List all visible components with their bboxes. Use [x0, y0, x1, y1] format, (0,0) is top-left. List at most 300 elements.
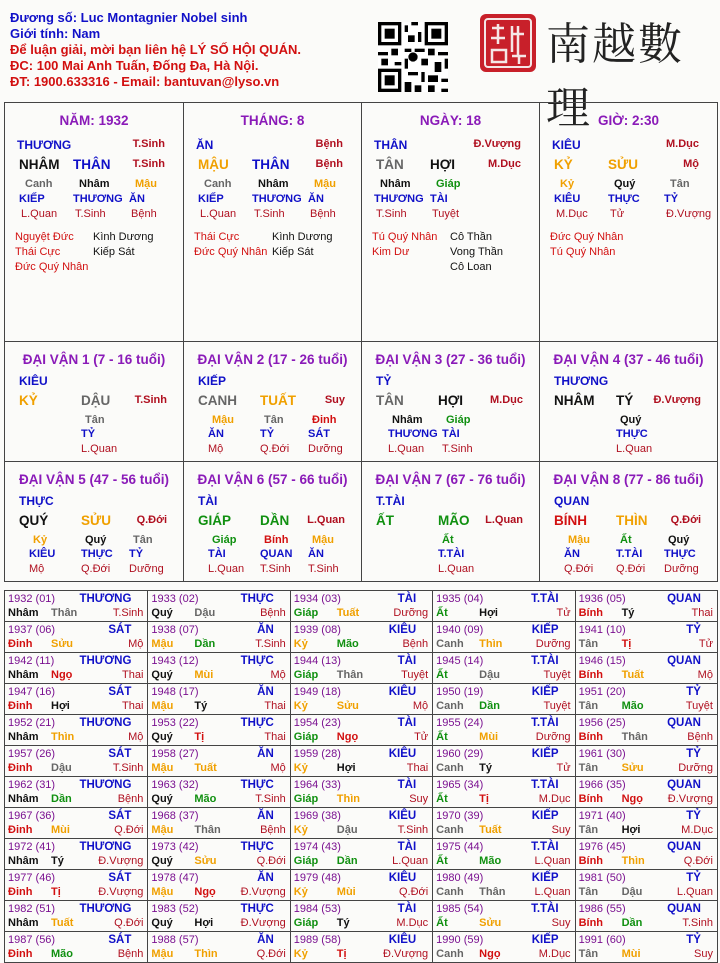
- year-stem: Bính: [578, 607, 604, 619]
- dai-van-chi: HỢI: [438, 393, 464, 408]
- year-thap-than: QUAN: [667, 903, 701, 915]
- hidden-thap-than: THỰC: [81, 548, 113, 560]
- year-stem: Quý: [151, 669, 173, 681]
- year-branch: Mão: [479, 855, 502, 867]
- annual-cell: [575, 591, 717, 621]
- year-stem: Tân: [578, 948, 599, 960]
- dai-van-cell: [5, 342, 183, 461]
- annual-cell: [147, 777, 289, 807]
- hidden-thap-than: THƯƠNG: [388, 428, 438, 440]
- year-label: 1949 (18): [293, 686, 341, 698]
- year-label: 1948 (17): [151, 686, 199, 698]
- year-label: 1959 (28): [293, 748, 341, 760]
- inauspicious-star: Kiếp Sát: [93, 246, 135, 258]
- year-stage: Mộ: [412, 700, 429, 712]
- hidden-stem: Kỷ: [33, 534, 48, 546]
- dai-van-stage: M.Dục: [490, 394, 523, 406]
- annual-cell: [5, 870, 147, 900]
- year-thap-than: ĂN: [257, 686, 274, 698]
- year-stage: Đ.Vượng: [240, 886, 286, 898]
- year-stage: T.Sinh: [397, 824, 429, 836]
- year-stage: T.Sinh: [682, 917, 713, 929]
- year-branch: Dần: [51, 793, 72, 805]
- pillar-thap-stage: M.Dục: [666, 138, 699, 150]
- year-label: 1960 (29): [436, 748, 484, 760]
- year-branch: Tý: [194, 700, 208, 712]
- dai-van-can: TÂN: [376, 393, 404, 408]
- hidden-stage: L.Quan: [21, 208, 58, 220]
- hidden-thap-than: KIÊU: [554, 193, 581, 205]
- annual-cell: [5, 839, 147, 869]
- hidden-stem: Canh: [204, 178, 232, 190]
- hidden-stage: Q.Đới: [616, 563, 646, 575]
- year-stem: Mậu: [151, 824, 174, 836]
- year-stage: M.Dục: [396, 917, 429, 929]
- pillar-title: THÁNG: 8: [240, 113, 305, 128]
- annual-cell: [290, 622, 432, 652]
- year-branch: Hợi: [479, 607, 498, 619]
- year-thap-than: KIẾP: [531, 686, 559, 698]
- year-stage: Tử: [414, 731, 429, 743]
- year-stage: Suy: [693, 948, 713, 960]
- year-label: 1975 (44): [436, 841, 484, 853]
- year-stem: Đinh: [8, 886, 33, 898]
- pillar-can: NHÂM: [19, 157, 60, 172]
- year-label: 1982 (51): [8, 903, 56, 915]
- hidden-thap-than: TỶ: [129, 548, 144, 560]
- year-branch: Tý: [51, 855, 64, 867]
- hidden-thap-than: ĂN: [208, 428, 224, 440]
- year-label: 1987 (56): [8, 934, 56, 946]
- year-stem: Tân: [578, 700, 599, 712]
- pillar-thap-than: THƯƠNG: [17, 138, 72, 152]
- annual-row: [5, 869, 717, 900]
- annual-cell: [5, 715, 147, 745]
- year-label: 1943 (12): [151, 655, 199, 667]
- year-stem: Kỷ: [293, 886, 308, 898]
- annual-cell: [147, 808, 289, 838]
- dai-van-title: ĐẠI VẬN 3 (27 - 36 tuổi): [375, 352, 526, 367]
- year-thap-than: TỶ: [686, 686, 701, 698]
- year-branch: Tuất: [479, 824, 502, 836]
- pillar-cell: [361, 103, 539, 341]
- annual-cell: [432, 870, 574, 900]
- annual-cell: [432, 653, 574, 683]
- year-stage: Tuyệt: [543, 700, 571, 712]
- year-label: 1981 (50): [578, 872, 626, 884]
- year-stem: Kỷ: [293, 762, 308, 774]
- year-stage: Dưỡng: [535, 731, 571, 743]
- pillar-thap-than: THÂN: [374, 138, 408, 152]
- header: [10, 10, 301, 90]
- year-branch: Thìn: [51, 731, 75, 743]
- hidden-stage: Q.Đới: [564, 563, 594, 575]
- annual-row: [5, 807, 717, 838]
- year-stem: Quý: [151, 793, 173, 805]
- year-stem: Bính: [578, 669, 604, 681]
- year-thap-than: ĂN: [257, 872, 274, 884]
- hidden-thap-than: TÀI: [442, 428, 460, 440]
- year-label: 1933 (02): [151, 593, 199, 605]
- year-branch: Thìn: [479, 638, 503, 650]
- hidden-stage: L.Quan: [81, 443, 118, 455]
- hidden-thap-than: THỰC: [616, 428, 648, 440]
- year-thap-than: QUAN: [667, 593, 701, 605]
- year-stem: Kỷ: [293, 638, 308, 650]
- year-label: 1961 (30): [578, 748, 626, 760]
- dai-van-chi: MÃO: [438, 513, 470, 528]
- hidden-stem: Quý: [614, 178, 636, 190]
- hidden-stage: L.Quan: [208, 563, 245, 575]
- year-label: 1938 (07): [151, 624, 199, 636]
- annual-cell: [5, 622, 147, 652]
- dai-van-can: KỶ: [19, 393, 38, 408]
- year-branch: Mùi: [479, 731, 499, 743]
- gender-label: Giới tính:: [10, 26, 69, 41]
- pillar-can: TÂN: [376, 157, 404, 172]
- dai-van-stage: Q.Đới: [136, 514, 167, 526]
- dai-van-stage: Suy: [324, 394, 345, 406]
- year-branch: Thân: [194, 824, 221, 836]
- year-stem: Đinh: [8, 700, 33, 712]
- year-branch: Thân: [621, 731, 648, 743]
- dai-van-can: BÍNH: [554, 513, 587, 528]
- year-label: 1958 (27): [151, 748, 199, 760]
- year-stem: Tân: [578, 886, 599, 898]
- year-branch: Tý: [336, 917, 350, 929]
- year-branch: Hợi: [336, 762, 356, 774]
- year-stage: Tuyệt: [685, 700, 713, 712]
- year-thap-than: KIẾP: [531, 624, 559, 636]
- annual-cell: [575, 932, 717, 962]
- dai-van-chi: THÌN: [616, 513, 648, 528]
- annual-row: [5, 900, 717, 931]
- hidden-stem: Ất: [620, 534, 632, 546]
- year-branch: Mùi: [194, 669, 214, 681]
- pillar-chi: HỢI: [430, 157, 456, 172]
- year-stage: Suy: [551, 824, 571, 836]
- year-thap-than: ĂN: [257, 624, 274, 636]
- year-label: 1950 (19): [436, 686, 484, 698]
- year-stem: Canh: [436, 700, 464, 712]
- hidden-stem: Quý: [668, 534, 690, 546]
- annual-luck-table: [4, 590, 718, 963]
- year-branch: Ngọ: [479, 948, 501, 960]
- year-label: 1971 (40): [578, 810, 626, 822]
- year-stage: Mộ: [128, 638, 144, 650]
- hidden-stage: Tuyệt: [432, 208, 460, 220]
- year-thap-than: KIÊU: [388, 872, 417, 884]
- year-branch: Mùi: [621, 948, 641, 960]
- annual-cell: [290, 653, 432, 683]
- year-branch: Dần: [336, 855, 358, 867]
- year-stage: M.Dục: [538, 948, 571, 960]
- year-stage: Mộ: [270, 669, 286, 681]
- year-stem: Giáp: [293, 855, 319, 867]
- year-branch: Hợi: [51, 700, 70, 712]
- year-branch: Dần: [479, 700, 500, 712]
- year-thap-than: TỶ: [686, 934, 701, 946]
- year-label: 1956 (25): [578, 717, 626, 729]
- year-branch: Thân: [479, 886, 506, 898]
- year-thap-than: TÀI: [397, 655, 417, 667]
- year-stem: Mậu: [151, 700, 174, 712]
- year-stage: Tử: [556, 607, 571, 619]
- hidden-stem: Mậu: [212, 414, 234, 426]
- year-label: 1967 (36): [8, 810, 56, 822]
- year-thap-than: THƯƠNG: [79, 779, 132, 791]
- annual-cell: [5, 932, 147, 962]
- dai-van-row-2: [5, 461, 717, 581]
- year-label: 1946 (15): [578, 655, 626, 667]
- year-label: 1942 (11): [8, 655, 55, 667]
- year-stage: Q.Đới: [114, 917, 144, 929]
- hidden-thap-than: ĂN: [308, 193, 324, 205]
- hidden-stage: L.Quan: [438, 563, 475, 575]
- year-label: 1973 (42): [151, 841, 199, 853]
- year-thap-than: SÁT: [108, 810, 132, 822]
- hidden-stage: T.Sinh: [260, 563, 291, 575]
- year-thap-than: THƯƠNG: [79, 717, 132, 729]
- auspicious-star: Đức Quý Nhân: [194, 246, 268, 258]
- hidden-stem: Tân: [133, 534, 153, 546]
- dai-van-thap-than: THƯƠNG: [554, 374, 609, 388]
- year-branch: Dậu: [51, 762, 72, 774]
- year-stem: Bính: [578, 793, 604, 805]
- year-stem: Kỷ: [293, 700, 308, 712]
- year-label: 1940 (09): [436, 624, 484, 636]
- gender-value: Nam: [71, 26, 101, 41]
- hidden-stage: Tử: [610, 208, 625, 220]
- year-branch: Mão: [194, 793, 217, 805]
- year-branch: Sửu: [336, 700, 359, 712]
- annual-cell: [290, 684, 432, 714]
- dai-van-title: ĐẠI VẬN 2 (17 - 26 tuổi): [197, 352, 348, 367]
- annual-cell: [147, 870, 289, 900]
- hidden-stage: T.Sinh: [308, 563, 339, 575]
- annual-row: [5, 714, 717, 745]
- year-branch: Ngọ: [621, 793, 643, 805]
- year-stage: Dưỡng: [535, 638, 571, 650]
- annual-row: [5, 652, 717, 683]
- year-thap-than: KIẾP: [531, 872, 559, 884]
- year-stage: Tuyệt: [543, 669, 571, 681]
- year-stem: Mậu: [151, 762, 174, 774]
- annual-cell: [290, 715, 432, 745]
- hidden-thap-than: KIẾP: [198, 193, 224, 205]
- year-branch: Hợi: [621, 824, 641, 836]
- year-branch: Mùi: [51, 824, 70, 836]
- year-stage: M.Dục: [681, 824, 713, 836]
- year-label: 1965 (34): [436, 779, 484, 791]
- year-stage: Q.Đới: [398, 886, 429, 898]
- hidden-thap-than: THƯƠNG: [252, 193, 302, 205]
- hidden-stage: Dưỡng: [664, 563, 699, 575]
- year-label: 1962 (31): [8, 779, 56, 791]
- hidden-stem: Nhâm: [79, 178, 110, 190]
- annual-cell: [147, 684, 289, 714]
- pillar-can: MẬU: [198, 157, 229, 172]
- dai-van-thap-than: TÀI: [198, 494, 218, 508]
- annual-cell: [147, 715, 289, 745]
- annual-cell: [290, 901, 432, 931]
- hidden-stem: Canh: [25, 178, 53, 190]
- year-branch: Dậu: [479, 669, 500, 681]
- year-branch: Tuất: [336, 607, 360, 619]
- year-label: 1954 (23): [293, 717, 341, 729]
- year-label: 1939 (08): [293, 624, 341, 636]
- year-thap-than: T.TÀI: [531, 903, 559, 915]
- pillar-stage: Bệnh: [315, 158, 343, 170]
- year-stem: Ất: [436, 855, 448, 867]
- annual-cell: [575, 901, 717, 931]
- year-label: 1979 (48): [293, 872, 341, 884]
- dai-van-cell: [539, 462, 717, 581]
- year-stage: Thai: [264, 700, 286, 712]
- year-thap-than: THỰC: [240, 655, 274, 667]
- year-label: 1953 (22): [151, 717, 199, 729]
- hidden-thap-than: KIẾP: [19, 193, 45, 205]
- year-branch: Thân: [51, 607, 78, 619]
- dai-van-cell: [5, 462, 183, 581]
- year-thap-than: KIẾP: [531, 748, 559, 760]
- year-stage: L.Quan: [534, 886, 571, 898]
- year-stage: Bệnh: [260, 607, 286, 619]
- dai-van-title: ĐẠI VẬN 7 (67 - 76 tuổi): [375, 472, 526, 487]
- year-label: 1984 (53): [293, 903, 341, 915]
- year-stage: Thai: [406, 762, 429, 774]
- hidden-stem: Quý: [85, 534, 107, 546]
- annual-cell: [5, 808, 147, 838]
- hidden-thap-than: THƯƠNG: [374, 193, 424, 205]
- dai-van-row-1: [5, 341, 717, 461]
- year-thap-than: QUAN: [667, 841, 701, 853]
- qr-code: [378, 22, 448, 92]
- hidden-stage: Bệnh: [310, 208, 336, 220]
- year-thap-than: KIÊU: [388, 810, 417, 822]
- year-stem: Tân: [578, 762, 599, 774]
- year-thap-than: KIẾP: [531, 810, 559, 822]
- year-stage: Đ.Vượng: [383, 948, 429, 960]
- hidden-thap-than: SÁT: [308, 428, 330, 440]
- year-branch: Tị: [621, 638, 632, 650]
- year-stage: Thai: [264, 731, 286, 743]
- year-stem: Nhâm: [8, 793, 39, 805]
- year-branch: Mão: [621, 700, 644, 712]
- hidden-thap-than: THỰC: [664, 548, 696, 560]
- annual-cell: [432, 684, 574, 714]
- year-branch: Hợi: [194, 917, 214, 929]
- hidden-stage: Dưỡng: [308, 443, 343, 455]
- annual-cell: [432, 901, 574, 931]
- dai-van-title: ĐẠI VẬN 4 (37 - 46 tuổi): [553, 352, 704, 367]
- year-thap-than: THỰC: [240, 593, 274, 605]
- hidden-stage: L.Quan: [616, 443, 653, 455]
- pillar-cell: [539, 103, 717, 341]
- pillar-thap-stage: Đ.Vượng: [473, 138, 521, 150]
- year-branch: Dần: [194, 638, 216, 650]
- hidden-stem: Nhâm: [258, 178, 289, 190]
- annual-cell: [432, 839, 574, 869]
- dai-van-stage: L.Quan: [485, 514, 523, 526]
- year-label: 1937 (06): [8, 624, 56, 636]
- hidden-thap-than: TỶ: [81, 428, 96, 440]
- year-thap-than: ĂN: [257, 934, 274, 946]
- annual-cell: [290, 932, 432, 962]
- year-stem: Mậu: [151, 638, 174, 650]
- dai-van-thap-than: TỶ: [376, 374, 392, 388]
- year-label: 1935 (04): [436, 593, 484, 605]
- pillar-title: NGÀY: 18: [419, 113, 482, 128]
- year-label: 1936 (05): [578, 593, 626, 605]
- year-stage: Mộ: [270, 762, 286, 774]
- dai-van-thap-than: KIẾP: [198, 374, 227, 388]
- year-stage: Đ.Vượng: [667, 793, 713, 805]
- auspicious-star: Tú Quý Nhân: [550, 246, 616, 258]
- year-stage: T.Sinh: [255, 793, 286, 805]
- year-thap-than: TỶ: [686, 624, 701, 636]
- year-label: 1951 (20): [578, 686, 626, 698]
- hidden-stage: T.Sinh: [442, 443, 473, 455]
- year-thap-than: KIÊU: [388, 934, 417, 946]
- annual-cell: [432, 808, 574, 838]
- year-stage: Thai: [121, 700, 144, 712]
- year-stage: L.Quan: [676, 886, 713, 898]
- hidden-thap-than: ĂN: [308, 548, 324, 560]
- hidden-thap-than: QUAN: [260, 548, 293, 560]
- annual-row: [5, 776, 717, 807]
- year-stage: Đ.Vượng: [98, 855, 144, 867]
- year-branch: Ngọ: [336, 731, 359, 743]
- dai-van-can: QUÝ: [19, 513, 49, 528]
- auspicious-star: Đức Quý Nhân: [15, 261, 89, 273]
- dai-van-chi: SỬU: [81, 513, 111, 528]
- year-thap-than: THƯƠNG: [79, 593, 132, 605]
- year-stem: Giáp: [293, 917, 319, 929]
- year-stem: Ất: [436, 669, 448, 681]
- dai-van-stage: T.Sinh: [134, 394, 167, 406]
- year-thap-than: SÁT: [108, 686, 132, 698]
- year-stem: Canh: [436, 948, 464, 960]
- year-stem: Giáp: [293, 607, 319, 619]
- year-thap-than: TÀI: [397, 841, 417, 853]
- year-stem: Ất: [436, 917, 448, 929]
- annual-cell: [575, 777, 717, 807]
- year-branch: Tị: [194, 731, 205, 743]
- phone-email-line: ĐT: 1900.633316 - Email: bantuvan@lyso.vn: [10, 74, 280, 89]
- hidden-stem: Bính: [264, 534, 289, 546]
- year-thap-than: THƯƠNG: [79, 655, 132, 667]
- hidden-stem: Giáp: [446, 414, 471, 426]
- inauspicious-star: Kình Dương: [272, 231, 333, 243]
- year-label: 1966 (35): [578, 779, 626, 791]
- year-branch: Thìn: [621, 855, 645, 867]
- year-stage: Mộ: [128, 731, 144, 743]
- year-thap-than: THỰC: [240, 717, 274, 729]
- annual-cell: [575, 622, 717, 652]
- subject-line: Đương số: Luc Montagnier Nobel sinh: [10, 10, 248, 25]
- annual-cell: [575, 839, 717, 869]
- year-thap-than: SÁT: [108, 934, 132, 946]
- dai-van-thap-than: KIÊU: [19, 374, 48, 388]
- year-label: 1952 (21): [8, 717, 56, 729]
- year-stage: Thai: [691, 607, 713, 619]
- annual-cell: [575, 870, 717, 900]
- year-label: 1964 (33): [293, 779, 341, 791]
- hidden-stage: M.Dục: [556, 208, 588, 220]
- hidden-stage: Q.Đới: [81, 563, 111, 575]
- year-stage: L.Quan: [534, 855, 571, 867]
